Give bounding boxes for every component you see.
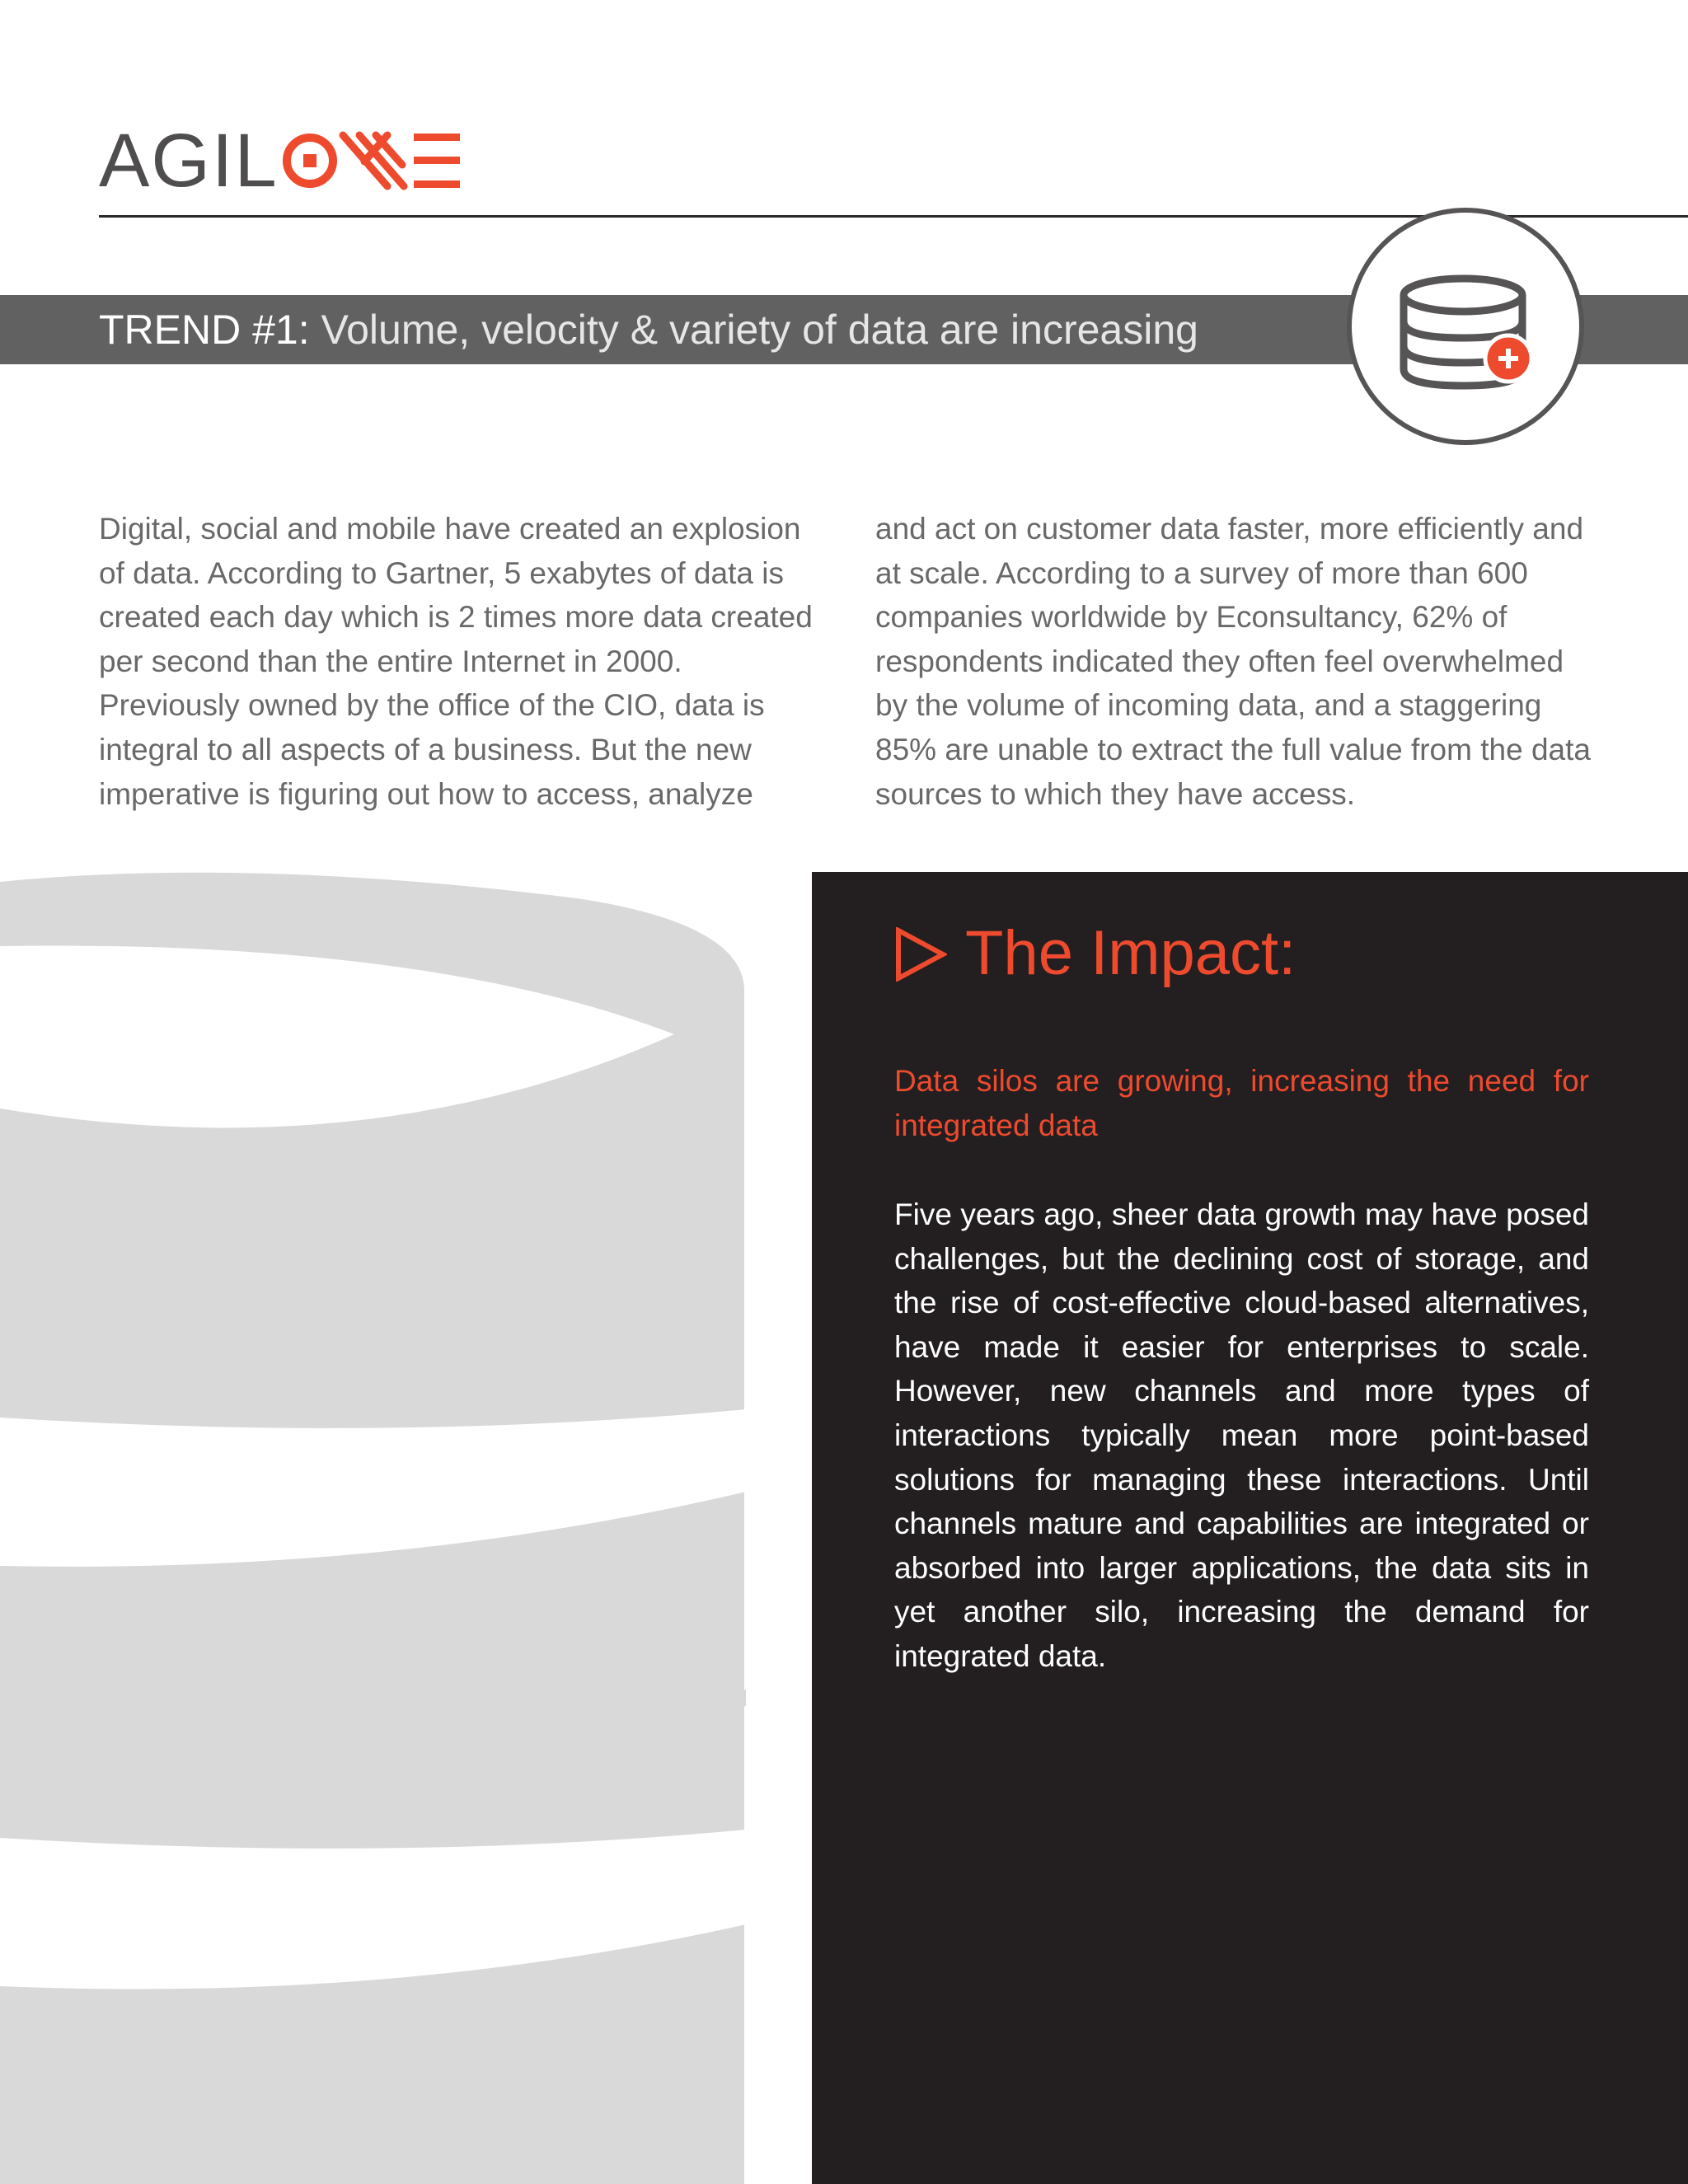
impact-subtitle: Data silos are growing, increasing the need for integrated data <box>894 1064 1589 1142</box>
impact-body: Five years ago, sheer data growth may have posed challenges, but the declining cost of storage, and the rise of cost-effective cloud-based alternatives, have made it easier for enterprises to scale. However, new channels and more types of interactions typically mean more point-based solutions for managing these interactions. Until channels mature and capabilities are integrated or absorbed into larger applications, the data sits in yet another silo, increasing the demand for integrated data. <box>894 1197 1589 1673</box>
impact-title: The Impact: <box>965 918 1296 988</box>
trend-title: Volume, velocity & variety of data are increasing <box>321 307 1198 353</box>
trend-heading <box>99 300 1198 359</box>
agilone-logo <box>99 119 462 203</box>
intro-column-left: Digital, social and mobile have created an explosion of data. According to Gartner, 5 exabytes of data is created each day which is 2 times more data created per second than the entire Internet in 2000. Previously owned by the office of the CIO, data is integral to all aspects of a business. But the new imperative is figuring out how to access, analyze <box>99 512 813 811</box>
intro-column-right: and act on customer data faster, more efficiently and at scale. According to a survey of more than 600 companies worldwide by Econsultancy, 62% of respondents indicated they often feel overwhelmed by the volume of incoming data, and a staggering 85% are unable to extract the full value from the data sources to which they have access. <box>875 512 1591 811</box>
database-add-icon <box>1346 204 1585 448</box>
logo-wordmark: AGIL <box>99 119 279 203</box>
play-triangle-icon <box>894 927 947 982</box>
logo-one-mark-icon <box>279 129 462 193</box>
trend-label: TREND #1: <box>99 307 310 353</box>
database-illustration <box>0 865 750 2184</box>
